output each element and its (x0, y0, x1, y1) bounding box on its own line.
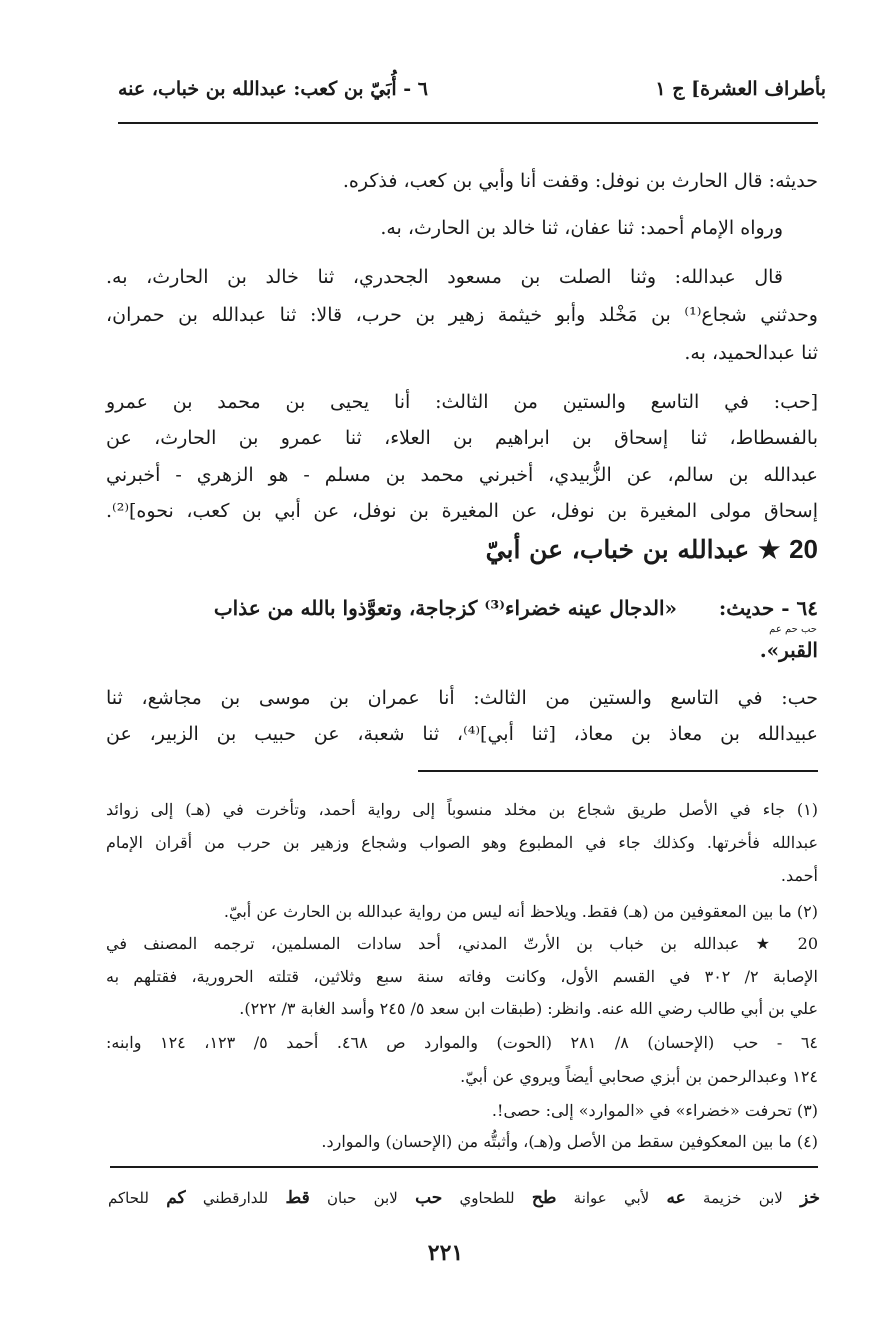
abbreviation-key (108, 1188, 820, 1208)
hadith-label: ٦٤ - حديث: (718, 596, 818, 620)
body-line: ورواه الإمام أحمد: ثنا عفان، ثنا خالد بن الحارث، به. (380, 217, 783, 239)
footnote-line: أحمد. (780, 866, 818, 885)
header-volume: بأطراف العشرة] ج ١ (655, 78, 826, 100)
body-line: [حب: في التاسع والستين من الثالث: أنا يحيى بن محمد بن عمرو (106, 391, 818, 413)
source-sigla: حب حم عم (769, 624, 817, 635)
body-line: وحدثني شجاع⁽¹⁾ بن مَخْلد وأبو خيثمة زهير بن حرب، قالا: ثنا عبدالله بن حمران، (106, 304, 818, 326)
abbreviation-rule (110, 1166, 818, 1168)
footnote-line: الإصابة ٢/ ٣٠٢ في القسم الأول، وكانت وفاته سنة سبع وثلاثين، قتلته الحرورية، فقتلهم به (106, 967, 818, 986)
footnote-rule (418, 770, 818, 772)
star-icon: ★ (757, 535, 781, 564)
abbr-item: حب لابن حبان (327, 1188, 443, 1208)
footnote-line: (١) جاء في الأصل طريق شجاع بن مخلد منسوباً إلى رواية أحمد، وتأخرت في (هـ) إلى زوائد (106, 800, 818, 819)
body-line: عبيدالله بن معاذ بن معاذ، [ثنا أبي]⁽⁴⁾، ثنا شعبة، عن حبيب بن الزبير، عن (106, 723, 818, 745)
body-line: حديثه: قال الحارث بن نوفل: وقفت أنا وأبي بن كعب، فذكره. (342, 170, 818, 192)
abbr-item: قط للدارقطني (202, 1188, 310, 1208)
body-line: عبدالله بن سالم، عن الزُّبيدي، أخبرني محمد بن مسلم - هو الزهري - أخبرني (106, 464, 818, 486)
narrator-heading (106, 534, 818, 565)
body-line: إسحاق مولى المغيرة بن نوفل، عن المغيرة بن نوفل، عن أبي بن كعب، نحوه]⁽²⁾. (106, 500, 818, 522)
footnote-line: ١٢٤ وعبدالرحمن بن أبزي صحابي أيضاً ويروي عن أبيّ. (460, 1067, 818, 1086)
footnote-line: عبدالله فأخرتها. وكذلك جاء في المطبوع وهو الصواب وشجاع وزهير بن حرب من أقران الإمام (106, 833, 818, 852)
header-chapter: ٦ - أُبَيّ بن كعب: عبدالله بن خباب، عنه (118, 78, 428, 100)
abbr-item: عه لأبي عوانة (573, 1188, 686, 1208)
hadith-text: «الدجال عينه خضراء⁽³⁾ كزجاجة، وتعوَّذوا بالله من عذاب (213, 596, 678, 620)
header-rule (118, 122, 818, 124)
abbr-item: خز لابن خزيمة (703, 1188, 821, 1208)
footnote-line: 20 ★ عبدالله بن خباب بن الأرتّ المدني، أحد سادات المسلمين، ترجمه المصنف في (106, 934, 818, 953)
body-line: حب: في التاسع والستين من الثالث: أنا عمران بن موسى بن مجاشع، ثنا (106, 687, 818, 709)
page-number: ٢٢١ (427, 1240, 464, 1266)
hadith-end: القبر». (759, 638, 818, 662)
footnote-line: علي بن أبي طالب رضي الله عنه. وانظر: (طبقات ابن سعد ٥/ ٢٤٥ وأسد الغابة ٣/ ٢٢٢). (239, 999, 818, 1018)
footnote-line: (٤) ما بين المعكوفين سقط من الأصل و(هـ)، وأثبتُّه من (الإحسان) والموارد. (321, 1132, 818, 1151)
body-line: قال عبدالله: وثنا الصلت بن مسعود الجحدري، ثنا خالد بن الحارث، به. (106, 266, 783, 288)
footnote-line: ٦٤ - حب (الإحسان) ٨/ ٢٨١ (الحوت) والموارد ص ٤٦٨. أحمد ٥/ ١٢٣، ١٢٤ وابنه: (106, 1033, 819, 1052)
hadith-line (106, 596, 818, 620)
abbr-item: طح للطحاوي (459, 1188, 557, 1208)
abbr-item: كم للحاكم (108, 1188, 186, 1208)
body-line: ثنا عبدالحميد، به. (684, 342, 818, 364)
entry-title: عبدالله بن خباب، عن أبيّ (485, 535, 750, 564)
body-line: بالفسطاط، ثنا إسحاق بن ابراهيم بن العلاء، ثنا عمرو بن الحارث، عن (106, 427, 818, 449)
footnote-line: (٣) تحرفت «خضراء» في «الموارد» إلى: حصى!. (491, 1101, 818, 1120)
footnote-line: (٢) ما بين المعقوفين من (هـ) فقط. ويلاحظ أنه ليس من رواية عبدالله بن الحارث عن أبيّ. (223, 902, 818, 921)
entry-number: 20 (789, 534, 818, 564)
running-header (118, 78, 826, 112)
